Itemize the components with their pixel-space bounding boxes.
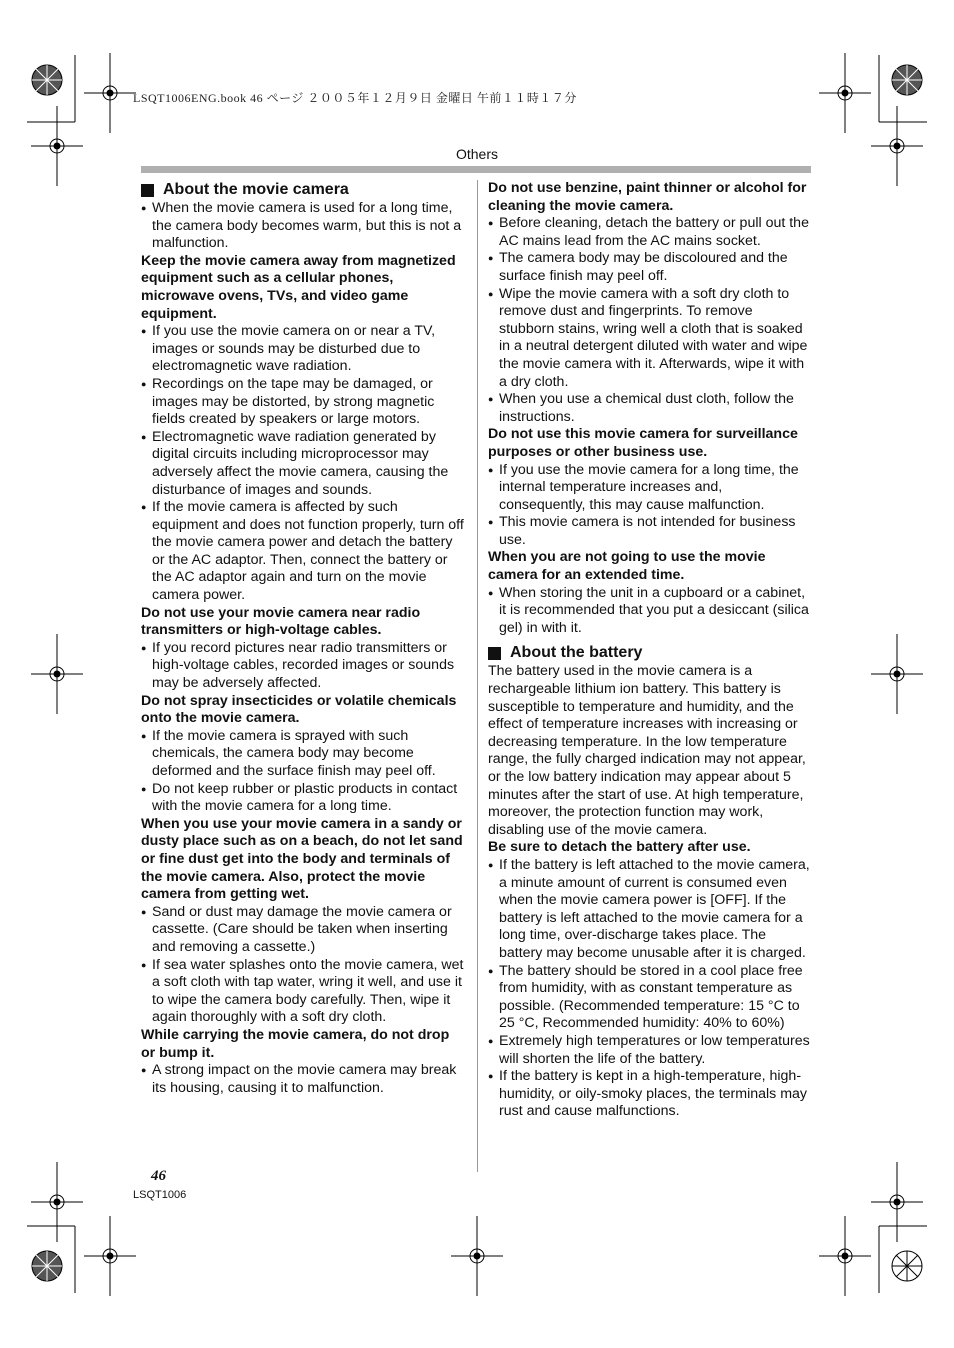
book-file-info: LSQT1006ENG.book 46 ページ ２００５年１２月９日 金曜日 午前１１時１７分 [133, 91, 577, 105]
left-column [141, 180, 467, 1097]
bold-instruction: Be sure to detach the battery after use. [488, 839, 751, 856]
bullet-item: ● Do not keep rubber or plastic products in contact with the movie camera for a long time. [141, 781, 467, 816]
bullet-item: ● If the movie camera is affected by such equipment and does not function properly, turn off the movie camera power and detach the battery or the AC adaptor. Then, connect the battery or the AC adaptor again and turn on the movie camera power. [141, 499, 467, 605]
bullet-item: ● When you use a chemical dust cloth, follow the instructions. [488, 391, 811, 426]
bullet-item: ● When storing the unit in a cupboard or a cabinet, it is recommended that you put a desiccant (silica gel) in with it. [488, 585, 811, 638]
bullet-item: ● Sand or dust may damage the movie camera or cassette. (Care should be taken when inserting and removing a cassette.) [141, 904, 467, 957]
bold-instruction: Do not use your movie camera near radio transmitters or high-voltage cables. [141, 604, 421, 639]
bullet-item: ● The battery should be stored in a cool place free from humidity, with as constant temperature as possible. (Recommended temperature: 15 °C to 25 °C, Recommended humidity: 40% to 60%) [488, 963, 811, 1033]
bullet-item: ● When the movie camera is used for a long time, the camera body becomes warm, but this is not a malfunction. [141, 200, 467, 253]
header-rule [141, 166, 811, 173]
bullet-item: ● Electromagnetic wave radiation generated by digital circuits including microprocessor may adversely affect the movie camera, causing the disturbance of images and sounds. [141, 429, 467, 499]
bold-instruction: While carrying the movie camera, do not drop or bump it. [141, 1026, 450, 1061]
bold-instruction: Do not use this movie camera for surveillance purposes or other business use. [488, 426, 798, 460]
heading-text: About the battery [510, 644, 643, 662]
bullet-item: ● Wipe the movie camera with a soft dry cloth to remove dust and fingerprints. To remove stubborn stains, wring well a cloth that is soaked in a neutral detergent diluted with water and wipe the movie camera with it. Afterwards, wipe it with a dry cloth. [488, 286, 811, 392]
bold-instruction: When you are not going to use the movie camera for an extended time. [488, 549, 766, 584]
bullet-item: ● If sea water splashes onto the movie camera, wet a soft cloth with tap water, wring it well, and use it to wipe the camera body carefully. Then, wipe it again thoroughly with a soft dry cloth. [141, 957, 467, 1027]
bullet-item: ● If the battery is left attached to the movie camera, a minute amount of current is consumed even when the movie camera power is [OFF]. If the battery is left attached to the movie camera for a long time, over-discharge takes place. The battery may become unusable after it is charged. [488, 857, 811, 963]
column-divider [477, 180, 478, 1172]
bullet-item: ● The camera body may be discoloured and the surface finish may peel off. [488, 250, 811, 285]
right-column [488, 180, 811, 1121]
bullet-item: ● If the movie camera is sprayed with such chemicals, the camera body may become deformed and the surface finish may peel off. [141, 728, 467, 781]
bold-instruction: Do not spray insecticides or volatile chemicals onto the movie camera. [141, 692, 457, 727]
bullet-item: ● If you record pictures near radio transmitters or high-voltage cables, recorded images or sounds may be adversely affected. [141, 640, 467, 693]
bullet-item: ● If the battery is kept in a high-temperature, high-humidity, or oily-smoky places, the terminals may rust and cause malfunctions. [488, 1068, 811, 1121]
bold-instruction: When you use your movie camera in a sandy or dusty place such as on a beach, do not let sand or fine dust get into the body and terminals of the movie camera. Also, protect the movie camera from getting wet. [141, 815, 463, 903]
bullet-item: ● If you use the movie camera on or near a TV, images or sounds may be disturbed due to electromagnetic wave radiation. [141, 323, 467, 376]
heading-text: About the movie camera [163, 181, 349, 198]
bullet-item: ● This movie camera is not intended for business use. [488, 514, 811, 549]
page-number: 46 [151, 1168, 166, 1184]
square-bullet-icon [141, 184, 154, 197]
section-heading [141, 180, 467, 200]
section-title: Others [455, 146, 498, 162]
square-bullet-icon [488, 647, 501, 660]
bullet-item: ● A strong impact on the movie camera may break its housing, causing it to malfunction. [141, 1062, 467, 1097]
bold-instruction: Do not use benzine, paint thinner or alcohol for cleaning the movie camera. [488, 180, 807, 214]
bullet-item: ● Before cleaning, detach the battery or pull out the AC mains lead from the AC mains socket. [488, 215, 811, 250]
bold-instruction: Keep the movie camera away from magnetized equipment such as a cellular phones, microwave ovens, TVs, and video game equipment. [141, 252, 456, 322]
bullet-item: ● If you use the movie camera for a long time, the internal temperature increases and, consequently, this may cause malfunction. [488, 462, 811, 515]
paragraph: The battery used in the movie camera is a rechargeable lithium ion battery. This battery is susceptible to temperature and humidity, and the effect of temperature increases with increasing or decreasing temperature. In the low temperature range, the fully charged indication may not appear, or the low battery indication may appear about 5 minutes after the start of use. At high temperature, moreover, the protection function may work, disabling use of the movie camera. [488, 663, 806, 838]
bullet-item: ● Extremely high temperatures or low temperatures will shorten the life of the battery. [488, 1033, 811, 1068]
model-code: LSQT1006 [133, 1189, 187, 1201]
section-heading [488, 643, 811, 663]
bullet-item: ● Recordings on the tape may be damaged, or images may be distorted, by strong magnetic fields created by speakers or large motors. [141, 376, 467, 429]
